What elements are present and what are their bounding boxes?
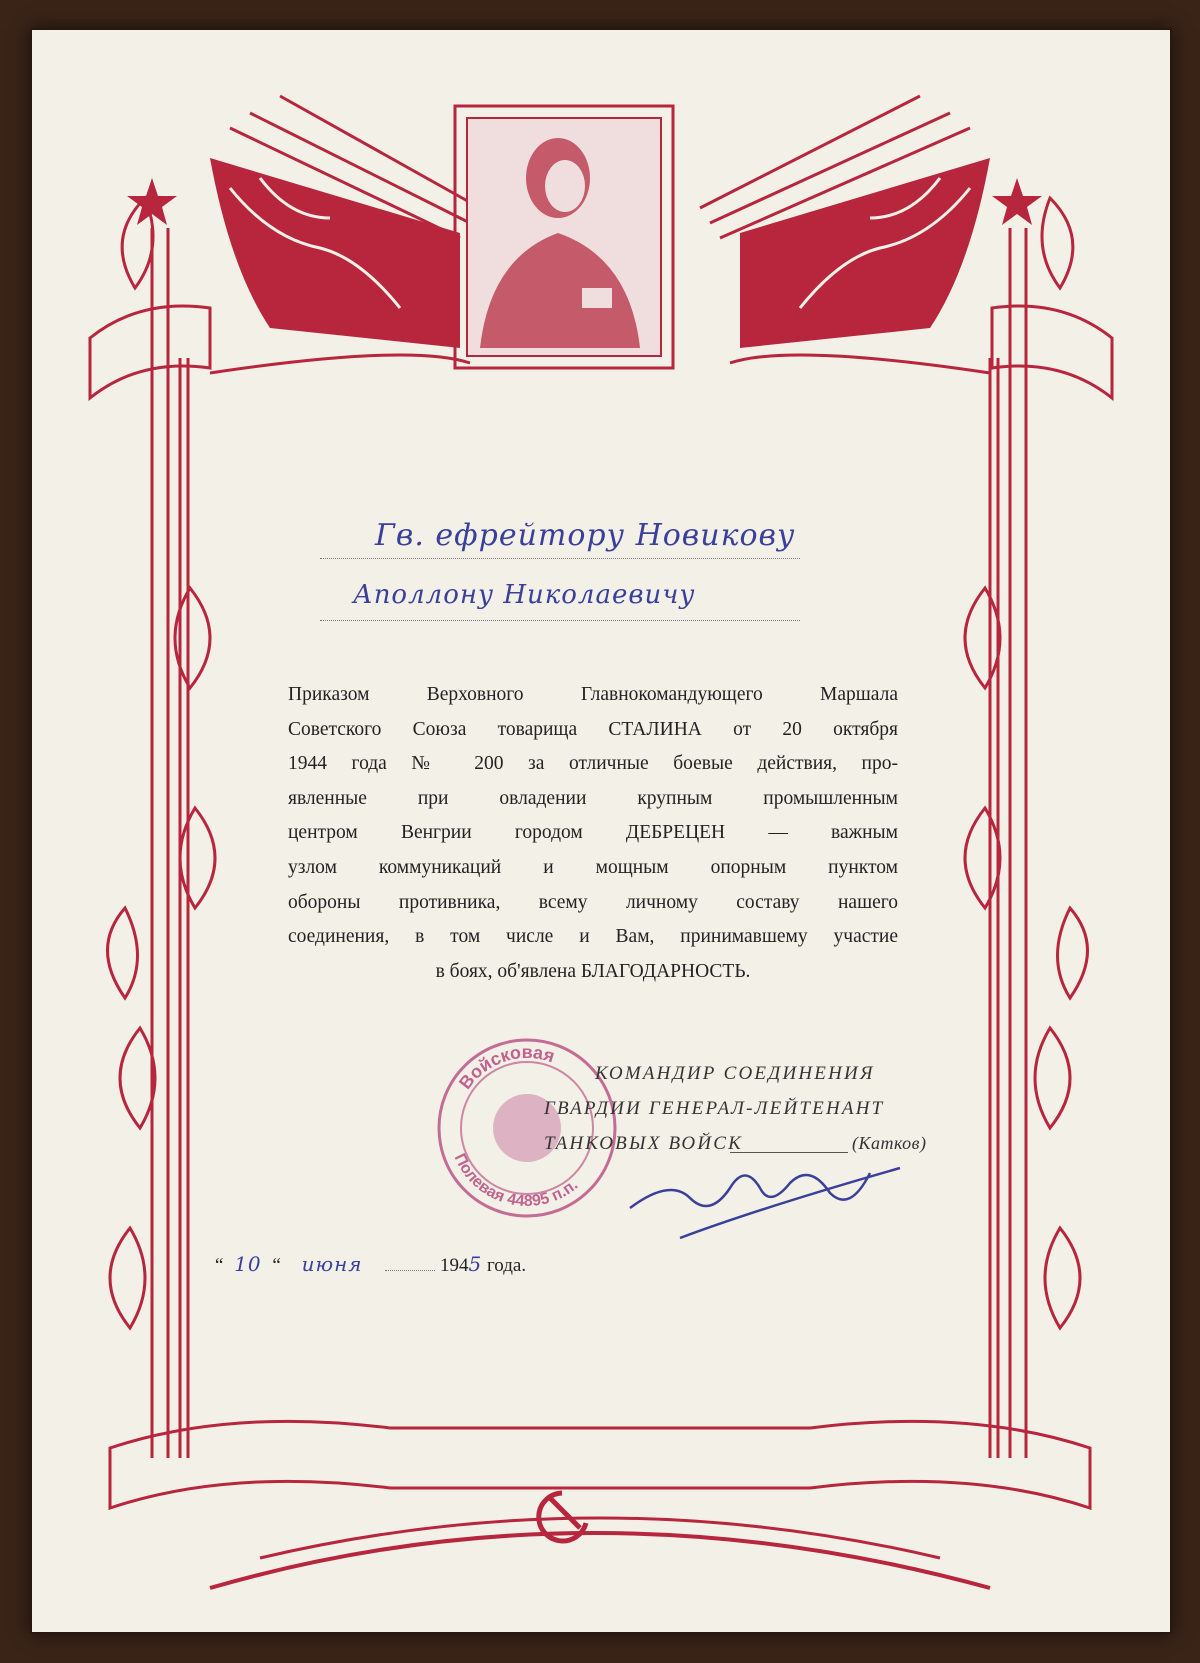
date-year-printed: 194 — [439, 1255, 469, 1276]
citation-line: 1944 года № 200 за отличные боевые действия, про- — [288, 753, 898, 775]
official-stamp — [427, 1028, 627, 1228]
date-year-hand: 5 — [468, 1252, 483, 1276]
citation-line: соединения, в том числе и Вам, принимавшему участие — [288, 926, 898, 948]
date-quote-open: “ — [215, 1255, 224, 1276]
recipient-line-2: Аполлону Николаевичу — [353, 580, 696, 610]
citation-line: Приказом Верховного Главнокомандующего Маршала — [288, 684, 898, 705]
citation-line: узлом коммуникаций и мощным опорным пунктом — [288, 856, 898, 878]
date-day: 10 — [234, 1252, 262, 1276]
certificate-page — [30, 28, 1172, 1634]
citation-line: в боях, об'явлена БЛАГОДАРНОСТЬ. — [435, 960, 751, 982]
stamp-text-top: Войсковая — [454, 1041, 558, 1093]
recipient-underline-2 — [320, 620, 800, 621]
commander-name: (Катков) — [852, 1133, 927, 1153]
recipient-line-1: Гв. ефрейтору Новикову — [375, 518, 796, 553]
date-month: июня — [301, 1252, 363, 1276]
date-quote-close: “ — [272, 1255, 281, 1276]
stamp-text-bottom: Полевая 44895 п.п. — [450, 1151, 582, 1211]
signature-line-2: ГВАРДИИ ГЕНЕРАЛ-ЛЕЙТЕНАНТ — [544, 1098, 885, 1119]
date-dots — [385, 1270, 435, 1271]
handwritten-signature — [620, 1148, 920, 1258]
citation-line: центром Венгрии городом ДЕБРЕЦЕН — важным — [288, 822, 898, 844]
citation-line: обороны противника, всему личному составу нашего — [288, 891, 898, 913]
citation-line: явленные при овладении крупным промышленным — [288, 787, 898, 809]
signature-line-3: ТАНКОВЫХ ВОЙСК — [544, 1133, 743, 1154]
citation-text — [288, 678, 898, 989]
recipient-underline-1 — [320, 558, 800, 559]
signature-line-1: КОМАНДИР СОЕДИНЕНИЯ — [595, 1063, 875, 1084]
citation-line: Советского Союза товарища СТАЛИНА от 20 октября — [288, 718, 898, 740]
svg-text:Войсковая — [455, 1042, 557, 1093]
issue-date — [215, 1252, 526, 1277]
date-suffix: года. — [486, 1255, 527, 1276]
